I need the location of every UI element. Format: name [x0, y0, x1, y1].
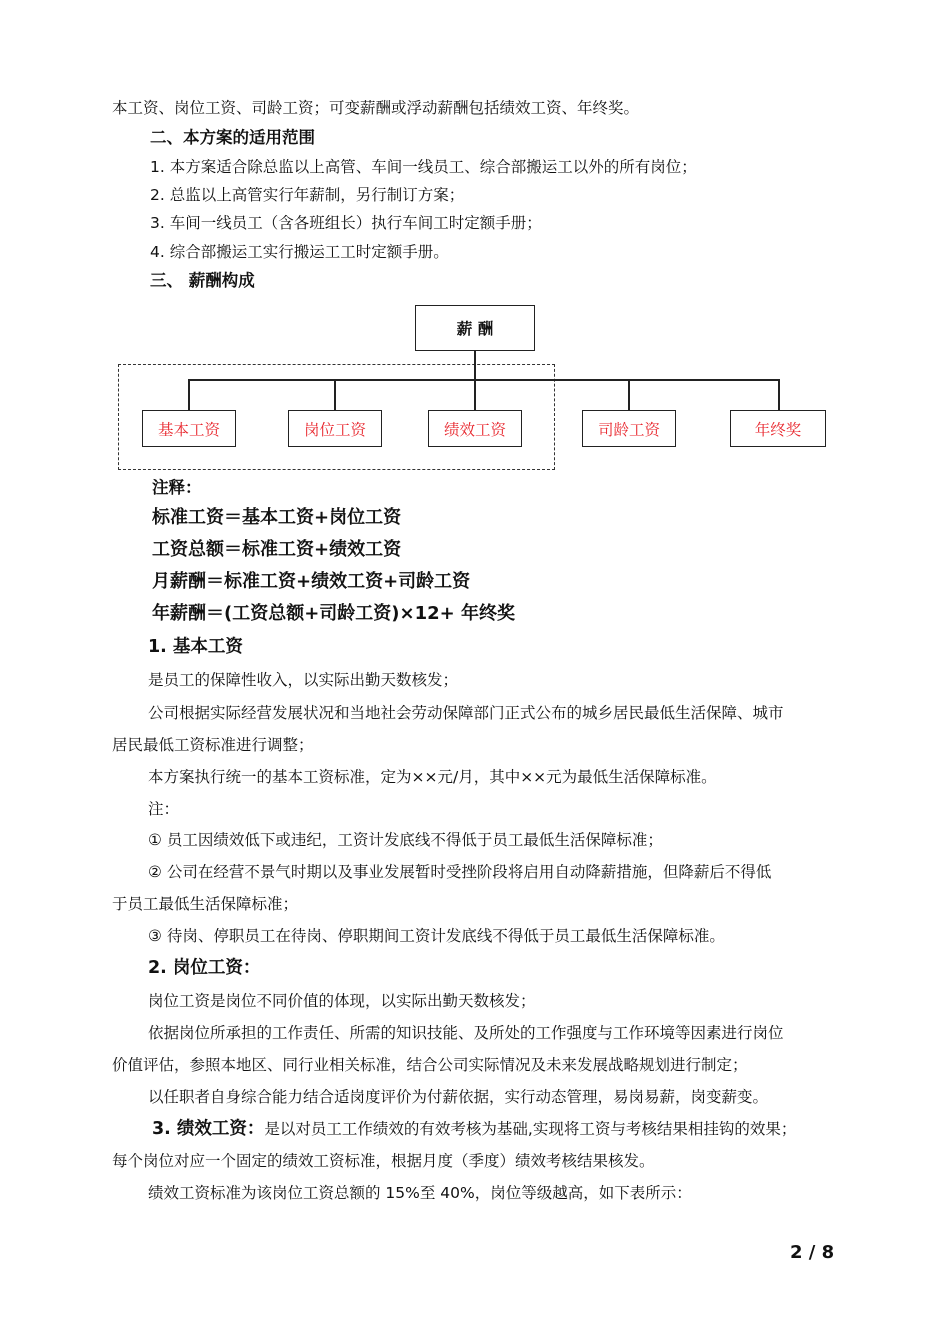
branch-line — [188, 379, 779, 381]
list-item: 1. 本方案适合除总监以上高管、车间一线员工、综合部搬运工以外的所有岗位； — [150, 158, 697, 176]
paragraph: 岗位工资是岗位不同价值的体现，以实际出勤天数核发； — [148, 992, 536, 1010]
list-item: 2. 总监以上高管实行年薪制，另行制订方案； — [150, 186, 465, 204]
paragraph: 以任职者自身综合能力结合适岗度评价为付薪依据，实行动态管理，易岗易薪，岗变薪变。 — [148, 1088, 769, 1106]
chart-box-performance-wage: 绩效工资 — [428, 410, 522, 447]
note-item: ③ 待岗、停职员工在待岗、停职期间工资计发底线不得低于员工最低生活保障标准。 — [148, 927, 725, 945]
branch-connector — [334, 379, 336, 410]
performance-wage-line — [152, 1119, 796, 1139]
note-item: ① 员工因绩效低下或违纪，工资计发底线不得低于员工最低生活保障标准； — [148, 831, 663, 849]
chart-box-basic-wage: 基本工资 — [142, 410, 236, 447]
formula-line: 工资总额＝标准工资+绩效工资 — [152, 539, 402, 560]
branch-connector — [778, 379, 780, 410]
paragraph: 是以对员工工作绩效的有效考核为基础,实现将工资与考核结果相挂钩的效果； — [264, 1120, 797, 1138]
paragraph: 绩效工资标准为该岗位工资总额的 15%至 40%，岗位等级越高，如下表所示： — [148, 1184, 692, 1202]
formula-line: 月薪酬＝标准工资+绩效工资+司龄工资 — [152, 571, 471, 592]
chart-root-box: 薪 酬 — [415, 305, 535, 351]
note-label: 注： — [148, 800, 180, 818]
section2-heading: 二、本方案的适用范围 — [150, 128, 315, 147]
formula-line: 标准工资＝基本工资+岗位工资 — [152, 507, 402, 528]
basic-wage-heading: 1. 基本工资 — [148, 637, 243, 657]
paragraph: 价值评估，参照本地区、同行业相关标准，结合公司实际情况及未来发展战略规划进行制定； — [112, 1056, 748, 1074]
chart-box-year-end-bonus: 年终奖 — [730, 410, 826, 447]
branch-connector — [628, 379, 630, 410]
note-item: ② 公司在经营不景气时期以及事业发展暂时受挫阶段将启用自动降薪措施，但降薪后不得低 — [148, 863, 772, 881]
formula-line: 年薪酬＝(工资总额+司龄工资)×12+ 年终奖 — [152, 603, 516, 624]
section3-heading: 三、 薪酬构成 — [150, 271, 255, 290]
notes-label: 注释： — [152, 478, 202, 497]
chart-box-post-wage: 岗位工资 — [288, 410, 382, 447]
branch-connector — [474, 379, 476, 410]
paragraph: 每个岗位对应一个固定的绩效工资标准，根据月度（季度）绩效考核结果核发。 — [112, 1152, 655, 1170]
list-item: 3. 车间一线员工（含各班组长）执行车间工时定额手册； — [150, 214, 542, 232]
page-number: 2 / 8 — [790, 1242, 835, 1263]
intro-line: 本工资、岗位工资、司龄工资；可变薪酬或浮动薪酬包括绩效工资、年终奖。 — [112, 99, 640, 117]
paragraph: 居民最低工资标准进行调整； — [112, 736, 314, 754]
paragraph: 依据岗位所承担的工作责任、所需的知识技能、及所处的工作强度与工作环境等因素进行岗位 — [148, 1024, 784, 1042]
branch-connector — [188, 379, 190, 410]
root-connector — [474, 351, 476, 380]
paragraph: 本方案执行统一的基本工资标准，定为××元/月，其中××元为最低生活保障标准。 — [148, 768, 717, 786]
note-item: 于员工最低生活保障标准； — [112, 895, 299, 913]
paragraph: 是员工的保障性收入，以实际出勤天数核发； — [148, 671, 459, 689]
list-item: 4. 综合部搬运工实行搬运工工时定额手册。 — [150, 243, 449, 261]
paragraph: 公司根据实际经营发展状况和当地社会劳动保障部门正式公布的城乡居民最低生活保障、城市 — [148, 704, 784, 722]
performance-wage-heading: 3. 绩效工资： — [152, 1119, 265, 1139]
post-wage-heading: 2. 岗位工资： — [148, 958, 261, 978]
salary-structure-chart — [110, 300, 840, 475]
chart-box-seniority-wage: 司龄工资 — [582, 410, 676, 447]
